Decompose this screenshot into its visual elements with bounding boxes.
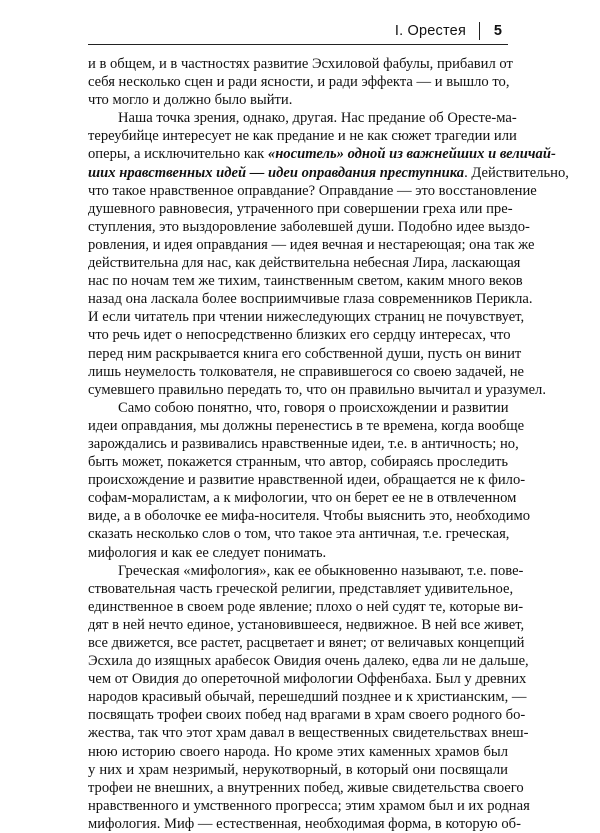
text-line: мифология и как ее следует понимать. — [88, 544, 327, 561]
body-text — [88, 55, 569, 833]
text-line: зарождались и развивались нравственные идеи, т.е. в античность; но, — [88, 435, 519, 452]
header-separator — [479, 22, 480, 40]
text-line: быть может, покажется странным, что автор, собираясь проследить — [88, 454, 508, 471]
text-line: у них и храм незримый, нерукотворный, в который они посвящали — [88, 761, 508, 778]
text-line: и в общем, и в частностях развитие Эсхиловой фабулы, прибавил от — [88, 56, 513, 72]
text-line: чем от Овидия до опереточной мифологии Оффенбаха. Был у древних — [88, 671, 527, 688]
paragraph-3 — [88, 399, 531, 562]
text-line: жества, так что этот храм давал в вещественных свидетельствах внеш- — [88, 725, 529, 742]
text-line: мифология. Миф — естественная, необходимая форма, в которую об- — [88, 815, 521, 832]
text-line: что речь идет о непосредственно близких его сердцу интересах, что — [88, 327, 511, 344]
text-line: народов красивый обычай, перешедший позднее и к христианским, — — [88, 689, 527, 706]
text-line: дят в ней нечто единое, установившееся, недвижное. В ней все живет, — [88, 616, 525, 633]
text-line: перед ним раскрывается книга его собственной души, пусть он винит — [88, 345, 522, 362]
text-line: душевного равновесия, утраченного при совершении греха или пре- — [88, 200, 513, 217]
text-line: Само собою понятно, что, говоря о происхождении и развитии — [118, 399, 509, 416]
text-line: виде, а в оболочке ее мифа-носителя. Чтобы выяснить это, необходимо — [88, 508, 531, 525]
emphasis-text: ших нравственных идей — идеи оправдания преступника — [88, 164, 465, 181]
text-line: тереубийце интересует не как предание и не как сюжет трагедии или — [88, 128, 517, 145]
text-line: что такое нравственное оправдание? Оправдание — это восстановление — [88, 182, 537, 199]
paragraph-1 — [88, 55, 513, 109]
text-line: посвящать трофеи своих побед над врагами в храм своего родного бо- — [88, 707, 526, 724]
text-line: себя несколько сцен и ради ясности, и ради эффекта — и вышло то, — [88, 74, 510, 91]
text-line: ступления, это выздоровление заболевшей души. Подобно идее выздо- — [88, 218, 530, 235]
text-line: единственное в своем роде явление; плохо о ней судят те, которые ви- — [88, 598, 524, 615]
text-line: происхождение и развитие нравственной идеи, обращается не к фило- — [88, 472, 526, 489]
paragraph-2 — [88, 109, 569, 399]
text-line: софам-моралистам, а к мифологии, что он берет ее не в отвлеченном — [88, 490, 517, 507]
text-line: Греческая «мифология», как ее обыкновенно называют, т.е. пове- — [118, 562, 524, 579]
text-line: И если читатель при чтении нижеследующих страниц не почувствует, — [88, 309, 525, 326]
text-line: Эсхила до изящных арабесок Овидия очень далеко, едва ли не дальше, — [88, 653, 529, 670]
text-line: ших нравственных идей — идеи оправдания преступника. Действительно, — [88, 164, 569, 181]
text-line: оперы, а исключительно как «носитель» одной из важнейших и величай- — [88, 146, 556, 163]
text-line: что могло и должно было выйти. — [88, 92, 293, 109]
text-line: ровления, и идея оправдания — идея вечная и нестареющая; она так же — [88, 236, 535, 253]
text-line: нюю историю своего народа. Но кроме этих каменных храмов был — [88, 743, 508, 760]
text-line: все движется, все растет, расцветает и вянет; от величавых концепций — [88, 635, 525, 651]
emphasis-text: «носитель» одной из важнейших и величай- — [267, 146, 556, 163]
text-line: сказать несколько слов о том, что такое эта античная, т.е. греческая, — [88, 526, 510, 543]
text-line: нравственного и умственного прогресса; этим храмом был и их родная — [88, 797, 530, 814]
text-line: нас по ночам тем же тихим, таинственным светом, каким много веков — [88, 273, 523, 290]
text-line: лишь неумелость толкователя, не справившегося со своею задачей, не — [88, 363, 525, 380]
paragraph-4 — [88, 562, 530, 833]
text-line: назад она ласкала более восприимчивые глаза современников Перикла. — [88, 291, 533, 308]
page-number: 5 — [493, 23, 502, 39]
text-line: действительна для нас, как действительна небесная Лира, ласкающая — [88, 255, 521, 272]
running-title: I. Орестея — [394, 23, 466, 39]
text-line: Наша точка зрения, однако, другая. Нас предание об Оресте-ма- — [118, 110, 517, 127]
text-line: сумевшего правильно передать то, что он правильно вычитал и уразумел. — [88, 381, 546, 398]
running-header — [88, 22, 508, 45]
text-line: ствовательная часть греческой религии, представляет удивительное, — [88, 580, 514, 597]
text-line: трофеи не внешних, а внутренних побед, живые свидетельства своего — [88, 779, 524, 796]
text-line: идеи оправдания, мы должны перенестись в те времена, когда вообще — [88, 417, 525, 434]
